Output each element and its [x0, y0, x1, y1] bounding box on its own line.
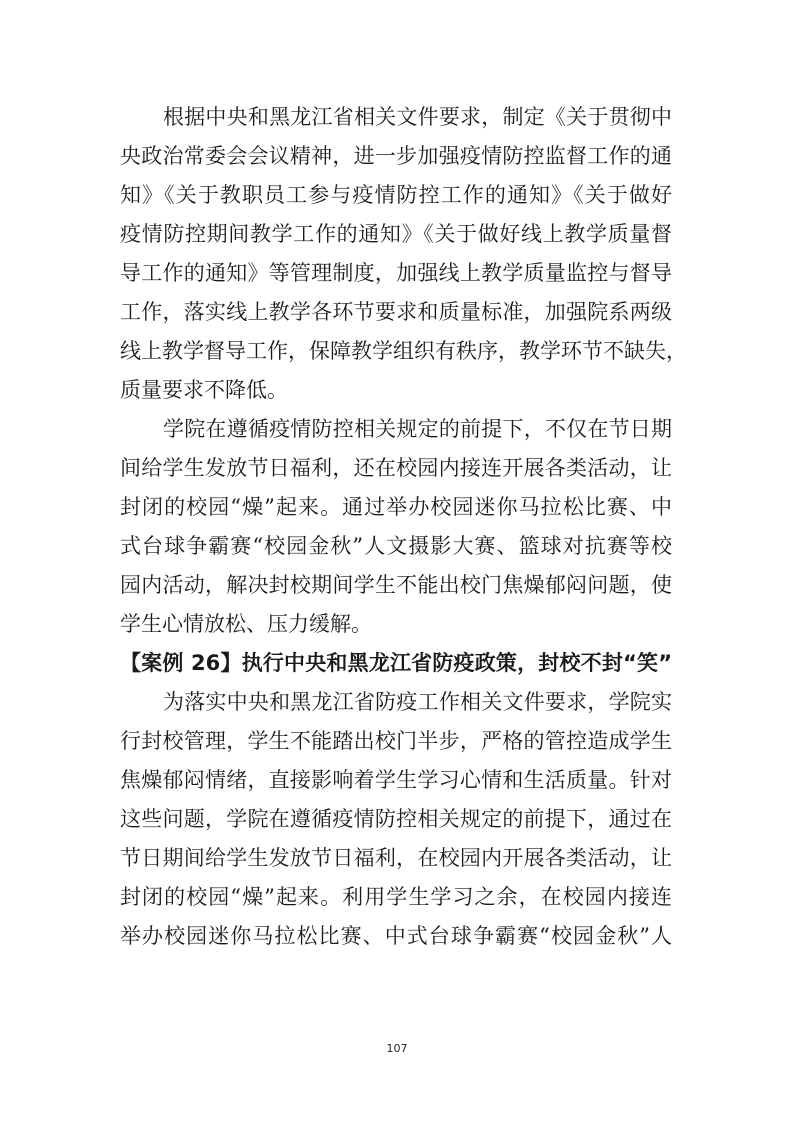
paragraph-1-line-5: 导工作的通知》等管理制度，加强线上教学质量监控与督导 — [120, 261, 672, 285]
page-number: 107 — [386, 1042, 408, 1055]
paragraph-1-line-1: 根据中央和黑龙江省相关文件要求，制定《关于贯彻中 — [163, 105, 672, 129]
paragraph-1-line-3: 知》《关于教职员工参与疫情防控工作的通知》《关于做好 — [120, 183, 672, 207]
paragraph-2-line-2: 间给学生发放节日福利，还在校园内接连开展各类活动，让 — [120, 456, 672, 480]
paragraph-3-line-2: 行封校管理，学生不能踏出校门半步，严格的管控造成学生 — [120, 729, 672, 753]
paragraph-2-line-3: 封闭的校园“燥”起来。通过举办校园迷你马拉松比赛、中 — [120, 495, 672, 519]
paragraph-1-line-7: 线上教学督导工作，保障教学组织有秩序，教学环节不缺失， — [120, 339, 687, 363]
case-heading: 【案例 26】执行中央和黑龙江省防疫政策，封校不封“笑” — [120, 651, 672, 675]
paragraph-1-line-8: 质量要求不降低。 — [120, 378, 288, 402]
paragraph-2-line-4: 式台球争霸赛“校园金秋”人文摄影大赛、篮球对抗赛等校 — [120, 534, 672, 558]
paragraph-2-line-1: 学院在遵循疫情防控相关规定的前提下，不仅在节日期 — [163, 417, 672, 441]
paragraph-3-line-3: 焦燥郁闷情绪，直接影响着学生学习心情和生活质量。针对 — [120, 768, 672, 792]
paragraph-3-line-7: 举办校园迷你马拉松比赛、中式台球争霸赛“校园金秋”人 — [120, 924, 672, 948]
paragraph-3-line-1: 为落实中央和黑龙江省防疫工作相关文件要求，学院实 — [163, 690, 672, 714]
paragraph-1-line-6: 工作，落实线上教学各环节要求和质量标准，加强院系两级 — [120, 300, 672, 324]
paragraph-3-line-6: 封闭的校园“燥”起来。利用学生学习之余，在校园内接连 — [120, 885, 672, 909]
paragraph-2-line-5: 园内活动，解决封校期间学生不能出校门焦燥郁闷问题，使 — [120, 573, 672, 597]
paragraph-1-line-2: 央政治常委会会议精神，进一步加强疫情防控监督工作的通 — [120, 144, 672, 168]
paragraph-2-line-6: 学生心情放松、压力缓解。 — [120, 612, 372, 636]
paragraph-1-line-4: 疫情防控期间教学工作的通知》《关于做好线上教学质量督 — [120, 222, 672, 246]
paragraph-3-line-5: 节日期间给学生发放节日福利，在校园内开展各类活动，让 — [120, 846, 672, 870]
paragraph-3-line-4: 这些问题，学院在遵循疫情防控相关规定的前提下，通过在 — [120, 807, 672, 831]
